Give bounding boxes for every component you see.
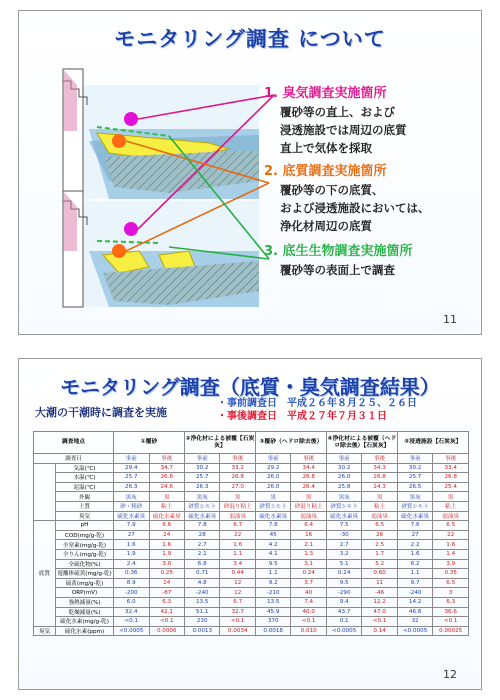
category-cell: 底質 xyxy=(34,521,56,627)
row-label: 全りん(mg/g-乾) xyxy=(56,549,114,559)
value-cell: 6.5 xyxy=(362,521,397,531)
value-cell: 26.0 xyxy=(255,473,290,483)
value-cell: 黒灰 xyxy=(397,492,432,502)
value-cell: 砂質シルト xyxy=(326,501,361,511)
value-cell: <0.1 xyxy=(362,617,397,627)
value-cell: 2.7 xyxy=(326,540,361,550)
value-cell: 12 xyxy=(220,578,255,588)
date-before: ・事前調査日 平成２６年８月２５、２６日 xyxy=(217,398,417,409)
slide1-title: モニタリング調査 について xyxy=(114,27,386,51)
value-cell: 1.9 xyxy=(149,549,184,559)
value-cell: 33.2 xyxy=(220,463,255,473)
value-cell: 6.7 xyxy=(220,597,255,607)
value-cell: -240 xyxy=(397,588,432,598)
row-label: 硫化水素(ppm) xyxy=(56,626,114,636)
value-cell: 7.8 xyxy=(255,521,290,531)
survey-dates xyxy=(217,397,417,423)
value-cell: 47.0 xyxy=(362,607,397,617)
upper-panel xyxy=(63,69,259,199)
value-cell: 12 xyxy=(220,588,255,598)
value-cell: 3 xyxy=(433,588,469,598)
date-post-cell: 事後 xyxy=(433,454,469,464)
group-header: ⑤浸透施設【石炭灰】 xyxy=(397,432,468,454)
value-cell: 26.5 xyxy=(397,482,432,492)
value-cell: 2.2 xyxy=(397,540,432,550)
value-cell: 1.4 xyxy=(433,549,469,559)
value-cell: 6.2 xyxy=(397,559,432,569)
survey-condition-note: 大潮の干潮時に調査を実施 xyxy=(35,406,167,419)
value-cell: 0.010 xyxy=(291,626,326,636)
value-cell: 7.4 xyxy=(291,597,326,607)
value-cell: 24.6 xyxy=(149,482,184,492)
value-cell: 0.44 xyxy=(220,569,255,579)
value-cell: 30.2 xyxy=(326,463,361,473)
value-cell: 0.0006 xyxy=(149,626,184,636)
date-pre-cell: 事前 xyxy=(114,454,149,464)
row-label: 外観 xyxy=(56,492,114,502)
slide-monitoring-overview xyxy=(18,10,482,335)
value-cell: 9.2 xyxy=(255,578,290,588)
table-row xyxy=(34,454,469,464)
value-cell: 弱油臭 xyxy=(291,511,326,521)
value-cell: 5.2 xyxy=(362,559,397,569)
date-post-cell: 事後 xyxy=(149,454,184,464)
value-cell: -46 xyxy=(362,588,397,598)
value-cell: 1.3 xyxy=(291,549,326,559)
value-cell: 26.0 xyxy=(255,482,290,492)
value-cell: 硫化水素臭 xyxy=(149,511,184,521)
value-cell: 45 xyxy=(255,530,290,540)
date-after: ・事後調査日 平成２７年７月３１日 xyxy=(217,411,387,422)
results-table xyxy=(33,431,469,636)
value-cell: 粘土 xyxy=(362,501,397,511)
value-cell: 6.3 xyxy=(433,597,469,607)
item1-line1: 覆砂等の直上、および xyxy=(280,105,395,119)
lower-panel xyxy=(63,191,259,307)
value-cell: -290 xyxy=(326,588,361,598)
value-cell: 0.60 xyxy=(362,569,397,579)
value-cell: 6.7 xyxy=(220,521,255,531)
table-row xyxy=(34,569,469,579)
value-cell: 黒 xyxy=(291,492,326,502)
value-cell: 6.5 xyxy=(433,521,469,531)
table-row xyxy=(34,597,469,607)
value-cell: 32 xyxy=(397,617,432,627)
value-cell: 0.36 xyxy=(114,569,149,579)
row-label: 土質 xyxy=(56,501,114,511)
table-row xyxy=(34,463,469,473)
slide2-title: モニタリング調査（底質・臭気調査結果） xyxy=(60,375,440,399)
value-cell: 黒灰 xyxy=(326,492,361,502)
value-cell: 1.9 xyxy=(114,549,149,559)
group-header: ②浄化材による被覆【石炭灰】 xyxy=(184,432,255,454)
value-cell: 3.7 xyxy=(291,578,326,588)
item2-heading: 底質調査実施箇所 xyxy=(282,164,387,179)
value-cell: 2.7 xyxy=(184,540,219,550)
item-sediment-survey: 2. 底質調査実施箇所 覆砂等の下の底質、 および浸透施設においては、 浄化材周辺の底質 xyxy=(264,163,479,235)
item2-line2: および浸透施設においては、 xyxy=(280,201,430,215)
value-cell: 硫化水素臭 xyxy=(184,511,219,521)
value-cell: 黒 xyxy=(220,492,255,502)
row-label: 全窒素(mg/g-乾) xyxy=(56,540,114,550)
row-label: 気温(℃) xyxy=(56,463,114,473)
row-label: ORP(mV) xyxy=(56,588,114,598)
table-row xyxy=(34,473,469,483)
value-cell: 9.7 xyxy=(397,578,432,588)
value-cell: 1.6 xyxy=(149,540,184,550)
value-cell: 42.1 xyxy=(149,607,184,617)
value-cell: 0.14 xyxy=(362,626,397,636)
value-cell: 9.5 xyxy=(255,559,290,569)
value-cell: 3.4 xyxy=(220,559,255,569)
value-cell: 22 xyxy=(220,530,255,540)
value-cell: -210 xyxy=(255,588,290,598)
row-label: 硫黄(mg/g-乾) xyxy=(56,578,114,588)
row-label: 泥温(℃) xyxy=(56,482,114,492)
value-cell: 6.0 xyxy=(114,597,149,607)
value-cell: 45.9 xyxy=(255,607,290,617)
value-cell: 26.8 xyxy=(220,473,255,483)
table-row xyxy=(34,492,469,502)
value-cell: 3.9 xyxy=(433,559,469,569)
value-cell: 12.2 xyxy=(362,597,397,607)
group-header: ④浄化材による被覆（ヘドロ除去後）【石炭灰】 xyxy=(326,432,397,454)
value-cell: 粘土 xyxy=(149,501,184,511)
category-cell: 臭気 xyxy=(34,626,56,636)
value-cell: 3.1 xyxy=(291,559,326,569)
value-cell: <0.1 xyxy=(114,617,149,627)
value-cell: 370 xyxy=(255,617,290,627)
value-cell: 25.4 xyxy=(433,482,469,492)
value-cell: -200 xyxy=(114,588,149,598)
value-cell: 7.6 xyxy=(397,521,432,531)
value-cell: 弱油臭 xyxy=(362,511,397,521)
date-post-cell: 事後 xyxy=(291,454,326,464)
value-cell: 弱油臭 xyxy=(433,511,469,521)
value-cell: 40.0 xyxy=(291,607,326,617)
value-cell: 5.1 xyxy=(326,559,361,569)
value-cell: 0.00025 xyxy=(433,626,469,636)
value-cell: 6.6 xyxy=(149,521,184,531)
value-cell: 13.5 xyxy=(184,597,219,607)
value-cell: 29.2 xyxy=(255,463,290,473)
date-pre-cell: 事前 xyxy=(326,454,361,464)
value-cell: <0.1 xyxy=(149,617,184,627)
row-label: 硫化水素(mg/g-乾) xyxy=(56,617,114,627)
item2-line3: 浄化材周辺の底質 xyxy=(280,219,372,233)
row-label: 全硫化物(%) xyxy=(56,559,114,569)
value-cell: 粘土 xyxy=(433,501,469,511)
table-row xyxy=(34,482,469,492)
value-cell: 230 xyxy=(184,617,219,627)
value-cell: 34.3 xyxy=(362,463,397,473)
value-cell: 硫化水素臭 xyxy=(114,511,149,521)
blank-cat-cell xyxy=(34,463,56,521)
value-cell: 46.8 xyxy=(397,607,432,617)
value-cell: 33.4 xyxy=(433,463,469,473)
value-cell: 26 xyxy=(362,530,397,540)
value-cell: 0.25 xyxy=(149,569,184,579)
table-row xyxy=(34,588,469,598)
value-cell: 13.5 xyxy=(255,597,290,607)
group-header: ①覆砂 xyxy=(114,432,185,454)
value-cell: 29.4 xyxy=(114,463,149,473)
value-cell: 1.6 xyxy=(433,540,469,550)
value-cell: <0.0005 xyxy=(326,626,361,636)
value-cell: 26.8 xyxy=(362,473,397,483)
value-cell: <0.1 xyxy=(220,617,255,627)
value-cell: 22 xyxy=(433,530,469,540)
value-cell: 7.8 xyxy=(184,521,219,531)
value-cell: <0.0005 xyxy=(397,626,432,636)
date-pre-cell: 事前 xyxy=(255,454,290,464)
value-cell: -87 xyxy=(149,588,184,598)
table-row xyxy=(34,540,469,550)
value-cell: 16 xyxy=(291,530,326,540)
value-cell: 0.24 xyxy=(291,569,326,579)
item1-heading: 臭気調査実施箇所 xyxy=(282,86,387,101)
value-cell: 7.9 xyxy=(114,521,149,531)
row-label: pH xyxy=(56,521,114,531)
value-cell: 砂混り粘土 xyxy=(220,501,255,511)
item1-line3: 直上で気体を採取 xyxy=(280,141,372,155)
table-row xyxy=(34,617,469,627)
value-cell: 黒 xyxy=(255,492,290,502)
value-cell: 硫化水素臭 xyxy=(397,511,432,521)
value-cell: 砂質シルト xyxy=(255,501,290,511)
value-cell: 28 xyxy=(184,530,219,540)
row-label: 乾燥減量(%) xyxy=(56,607,114,617)
value-cell: 砂質シルト xyxy=(397,501,432,511)
value-cell: 9.5 xyxy=(326,578,361,588)
value-cell: 硫化水素臭 xyxy=(255,511,290,521)
value-cell: 14.2 xyxy=(397,597,432,607)
value-cell: 0.0018 xyxy=(255,626,290,636)
value-cell: 8.9 xyxy=(114,578,149,588)
value-cell: 25.7 xyxy=(184,473,219,483)
value-cell: 0.0013 xyxy=(184,626,219,636)
item-odor-survey: 1. 臭気調査実施箇所 覆砂等の直上、および 浸透施設では周辺の底質 直上で気体を採取 xyxy=(264,85,479,157)
table-row xyxy=(34,521,469,531)
row-label: COD(mg/g-乾) xyxy=(56,530,114,540)
date-pre-cell: 事前 xyxy=(184,454,219,464)
value-cell: 0.24 xyxy=(326,569,361,579)
value-cell: 24.3 xyxy=(362,482,397,492)
value-cell: 2.1 xyxy=(291,540,326,550)
value-cell: 4.2 xyxy=(255,540,290,550)
value-cell: 26.0 xyxy=(326,473,361,483)
value-cell: 2.1 xyxy=(184,549,219,559)
value-cell: 30.2 xyxy=(397,463,432,473)
value-cell: 砂混り粘土 xyxy=(291,501,326,511)
row-label: 遊離体硫黄(mg/g-乾) xyxy=(56,569,114,579)
item2-line1: 覆砂等の下の底質、 xyxy=(280,183,384,197)
table-row xyxy=(34,559,469,569)
value-cell: <0.1 xyxy=(433,617,469,627)
slide-survey-results xyxy=(18,358,482,690)
value-cell: 2.4 xyxy=(114,559,149,569)
table-row xyxy=(34,578,469,588)
value-cell: 6.4 xyxy=(291,521,326,531)
row-label: 水温(℃) xyxy=(56,473,114,483)
value-cell: 弱油臭 xyxy=(220,511,255,521)
value-cell: 24 xyxy=(149,530,184,540)
value-cell: 1.7 xyxy=(362,549,397,559)
value-cell: 34.7 xyxy=(149,463,184,473)
value-cell: 27 xyxy=(114,530,149,540)
value-cell: 32.7 xyxy=(220,607,255,617)
value-cell: 3.2 xyxy=(326,549,361,559)
value-cell: 40 xyxy=(291,588,326,598)
value-cell: 0.1 xyxy=(326,617,361,627)
table-row xyxy=(34,501,469,511)
value-cell: 砂・粗砂 xyxy=(114,501,149,511)
value-cell: 6.3 xyxy=(149,597,184,607)
value-cell: 36.6 xyxy=(433,607,469,617)
item3-heading: 底生生物調査実施箇所 xyxy=(282,244,413,259)
value-cell: 11 xyxy=(362,578,397,588)
row-label: 調査日 xyxy=(34,454,114,464)
value-cell: 34.4 xyxy=(291,463,326,473)
value-cell: 砂質シルト xyxy=(184,501,219,511)
value-cell: 黒 xyxy=(433,492,469,502)
table-row xyxy=(34,549,469,559)
value-cell: 2.5 xyxy=(362,540,397,550)
value-cell: 1.1 xyxy=(397,569,432,579)
value-cell: 32.4 xyxy=(114,607,149,617)
value-cell: 6.5 xyxy=(433,578,469,588)
value-cell: 26.8 xyxy=(149,473,184,483)
value-cell: 7.5 xyxy=(326,521,361,531)
table-row xyxy=(34,626,469,636)
value-cell: 25.7 xyxy=(397,473,432,483)
value-cell: 4.8 xyxy=(184,578,219,588)
page-number: 11 xyxy=(443,313,457,326)
value-cell: 1.1 xyxy=(255,569,290,579)
date-pre-cell: 事前 xyxy=(397,454,432,464)
value-cell: 黒灰 xyxy=(114,492,149,502)
value-cell: 1.6 xyxy=(397,549,432,559)
value-cell: 26.8 xyxy=(291,473,326,483)
value-cell: 1.6 xyxy=(114,540,149,550)
value-cell: 黒灰 xyxy=(184,492,219,502)
group-header: ③覆砂（ヘドロ除去後） xyxy=(255,432,326,454)
table-row xyxy=(34,607,469,617)
value-cell: 黒 xyxy=(362,492,397,502)
value-cell: 0.35 xyxy=(433,569,469,579)
value-cell: 9.4 xyxy=(326,597,361,607)
value-cell: <0.1 xyxy=(291,617,326,627)
value-cell: 25.7 xyxy=(114,473,149,483)
value-cell: 14 xyxy=(149,578,184,588)
value-cell: 3.0 xyxy=(149,559,184,569)
row-label: 臭気 xyxy=(56,511,114,521)
value-cell: 黒 xyxy=(149,492,184,502)
date-post-cell: 事後 xyxy=(362,454,397,464)
value-cell: 硫化水素臭 xyxy=(326,511,361,521)
value-cell: 26.3 xyxy=(114,482,149,492)
value-cell: 1.1 xyxy=(220,549,255,559)
value-cell: 26.8 xyxy=(433,473,469,483)
value-cell: 26.4 xyxy=(291,482,326,492)
item3-line1: 覆砂等の表面上で調査 xyxy=(280,263,395,277)
value-cell: -240 xyxy=(184,588,219,598)
value-cell: 51.1 xyxy=(184,607,219,617)
item-benthos-survey: 3. 底生生物調査実施箇所 覆砂等の表面上で調査 xyxy=(264,243,479,279)
table-row xyxy=(34,530,469,540)
value-cell: 0.71 xyxy=(184,569,219,579)
value-cell: 30.2 xyxy=(184,463,219,473)
site-header: 調査地点 xyxy=(34,432,114,454)
table-row xyxy=(34,511,469,521)
row-label: 強熱減量(%) xyxy=(56,597,114,607)
item1-line2: 浸透施設では周辺の底質 xyxy=(280,123,407,137)
value-cell: <0.0005 xyxy=(114,626,149,636)
value-cell: -30 xyxy=(326,530,361,540)
value-cell: 4.1 xyxy=(255,549,290,559)
value-cell: 6.8 xyxy=(184,559,219,569)
value-cell: 26.3 xyxy=(184,482,219,492)
date-post-cell: 事後 xyxy=(220,454,255,464)
value-cell: 0.0034 xyxy=(220,626,255,636)
value-cell: 1.6 xyxy=(220,540,255,550)
value-cell: 27.0 xyxy=(220,482,255,492)
value-cell: 25.8 xyxy=(326,482,361,492)
page-number: 12 xyxy=(443,668,457,681)
value-cell: 43.7 xyxy=(326,607,361,617)
value-cell: 27 xyxy=(397,530,432,540)
